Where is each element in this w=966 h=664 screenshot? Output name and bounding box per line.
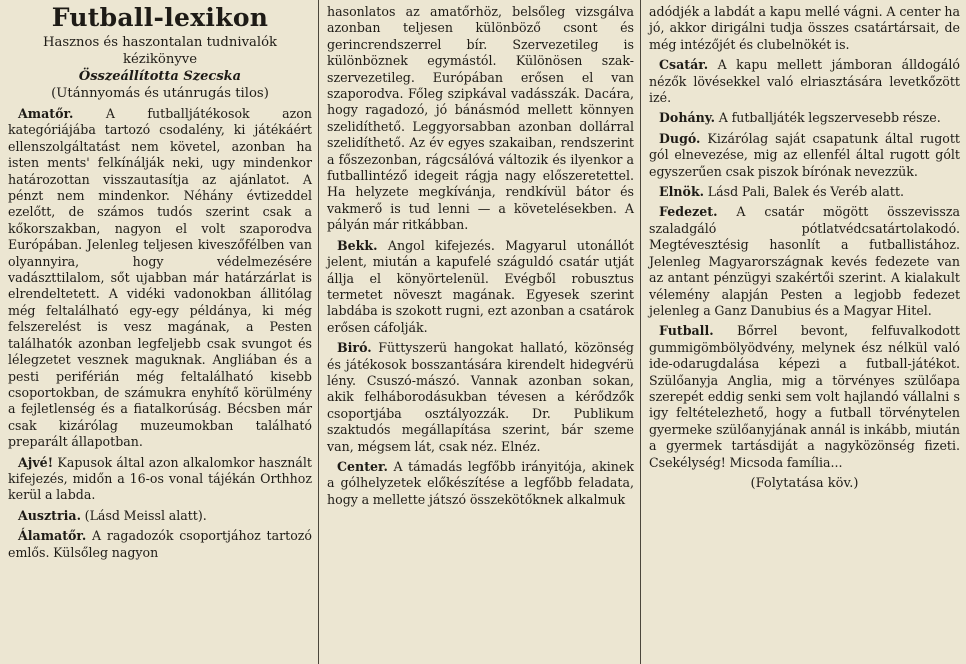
entry-term: Csatár.: [659, 57, 709, 73]
entry-elnok: [649, 184, 960, 200]
entry-text: hasonlatos az amatőrhöz, belsőleg vizsgálva azonban teljesen különböző csont és gerincrendszerrel bír. Szervezetileg is különböznek egymástól. Különösen szak-szervezetileg. Európában erősen el van szaporodva. Főleg szipkával vadásszák. Dacára, hogy ragadozó, jó bánásmód mellett könnyen szelidíthető. Leggyorsabban azonban dollárral szelidíthető. Az év egyes szakaiban, rendszerint a főszezonban, rágcsálóvá változik és ilyenkor a futballintéző idegeit rágja nagy előszeretettel. Ha helyzete megkívánja, rendkívül bátor és vakmerő is tud lenni — a követelésekben. A pályán már ritkábban.: [327, 4, 634, 233]
entry-text: Bőrrel bevont, felfuvalkodott gummigömbölyödvény, melynek ész nélkül való ide-odarugdalása képezi a futball-játékot. Szülőanyja Anglia, mig a törvényes szülőapa szerepét eddig senki sem volt hajlandó vállalni s igy feltételezhető, hogy a futball törvénytelen gyermeke szülőanyjának annál is inkább, miután a gyermek tartásdiját a nagyközönség fizeti. Csekélység! Micsoda família...: [649, 323, 960, 470]
entry-term: Bekk.: [337, 237, 378, 253]
entry-text: A futballjáték legszervesebb része.: [715, 110, 941, 126]
entry-ausztria: [8, 508, 312, 524]
entry-term: Ausztria.: [18, 507, 81, 523]
article-subtitle-line-1: Hasznos és haszontalan tudnivalók: [42, 35, 278, 50]
entry-term: Ajvé!: [18, 454, 54, 470]
entry-text: A csatár mögött összevissza szaladgáló pótlatvédcsatártolakodó. Megtévesztésig hasonlít a futballistához. Jelenleg Magyarországnak kevés fedezete van az antant pénzügyi szakértői szerint. A kialakult vélemény alapján Pesten a legjobb fedezet jelenleg a Ganz Danubius és a Magyar Hitel.: [649, 204, 960, 318]
article-subtitle-line-2: kézikönyve: [122, 52, 198, 67]
entry-term: Center.: [337, 458, 388, 474]
entry-alamator: [8, 528, 312, 561]
entry-text: Lásd Pali, Balek és Veréb alatt.: [704, 184, 905, 200]
entry-term: Dugó.: [659, 130, 701, 146]
entry-biro: [327, 340, 634, 455]
entry-term: Futball.: [659, 323, 714, 339]
entry-text: Angol kifejezés. Magyarul utonállót jelent, miután a kapufelé száguldó csatár utját állja el könyörtelenül. Evégből robusztus termetet növeszt magának. Egyesek szerint labdába is szokott rugni, ezt azonban a csatárok erősen cáfolják.: [327, 237, 634, 335]
entry-text: (Lásd Meissl alatt).: [80, 507, 207, 523]
entry-text: A kapu mellett jámboran álldogáló nézők lövésekkel való elriasztására levetkőzött izé.: [649, 57, 960, 106]
column-2: [318, 0, 640, 664]
entry-term: Fedezet.: [659, 204, 718, 220]
entry-fedezet: [649, 204, 960, 319]
entry-text: Füttyszerü hangokat hallató, közönség és játékosok bosszantására kirendelt hidegvérü lény. Csuszó-mászó. Vannak azonban sokan, akik felháborodásukban tévesen a kérődzők csoportjába osztályozzák. Dr. Publikum szaktudós megállapítása szerint, bár szeme van, mégsem lát, csak néz. Elnéz.: [327, 340, 634, 454]
entry-term: Dohány.: [659, 110, 716, 126]
entry-text: Kizárólag saját csapatunk által rugott gól elnevezése, mig az ellenfél által rugott gólt egyszerűen csak piszok bírónak nevezzük.: [649, 130, 960, 179]
column-1: [0, 0, 318, 664]
entry-text: adódjék a labdát a kapu mellé vágni. A center ha jó, akkor dirigálni tudja összes csatártársait, de még intézőjét és clubelnökét is.: [649, 4, 960, 52]
column-3: [640, 0, 966, 664]
entry-bekk: [327, 238, 634, 336]
entry-amator: [8, 106, 312, 451]
entry-dugo: [649, 131, 960, 180]
entry-text: Kapusok által azon alkalomkor használt kifejezés, midőn a 16-os vonal tájékán Orthhoz kerül a labda.: [8, 454, 312, 503]
continued-note: (Folytatása köv.): [750, 475, 859, 491]
entry-csatar: [649, 57, 960, 106]
entry-term: Amatőr.: [18, 106, 74, 121]
entry-alamator-continued: [327, 4, 634, 234]
entry-term: Elnök.: [659, 184, 705, 200]
entry-center-continued: [649, 4, 960, 53]
entry-text: A futballjátékosok azon kategóriájába tartozó csodalény, ki játékáért ellenszolgáltatást nem követel, azonban ha isten ments' felkínálják neki, ugy mindenkor határozottan visszautasítja az ajánlatot. A pénzt nem mindenkor. Néhány évtizeddel ezelőtt, de számos tudós szerint csak a kőkorszakban, nagyon el volt szaporodva Európában. Jelenleg teljesen kiveszőfélben van olyannyira, hogy védelmezésére vadászttilalom, sőt ujabban már határzárlat is elrendeltetett. A vidéki vadonokban állitólag még feltalálható egy-egy példánya, ki még felszerelést is vesz magának, a Pesten találhatók azonban legfeljebb csak svungot és lélegzetet vesznek maguknak. Angliában és a pesti periférián még feltalálható kisebb csoportokban, de számukra enyhítő körülmény a fejletlenség és a fiatalkorúság. Bécsben már csak kizárólag muzeumokban található preparált állapotban.: [8, 106, 312, 450]
article-credit: Összeállította Szecska: [78, 69, 242, 84]
entry-text: A ragadozók csoportjához tartozó emlős. Külsőleg nagyon: [8, 528, 312, 560]
reprint-note: (Utánnyomás és utánrugás tilos): [51, 86, 269, 101]
entry-dohany: [649, 110, 960, 126]
entry-text: A támadás legfőbb irányitója, akinek a gólhelyzetek előkészítése a legfőbb feladata, hogy a mellette játszó összekötőknek alkalmuk: [327, 458, 634, 507]
entry-term: Álamatőr.: [18, 528, 87, 544]
entry-term: Biró.: [337, 340, 372, 356]
entry-ajve: [8, 455, 312, 504]
article-title: Futball-lexikon: [51, 3, 269, 32]
entry-center: [327, 459, 634, 508]
entry-futball: [649, 323, 960, 471]
